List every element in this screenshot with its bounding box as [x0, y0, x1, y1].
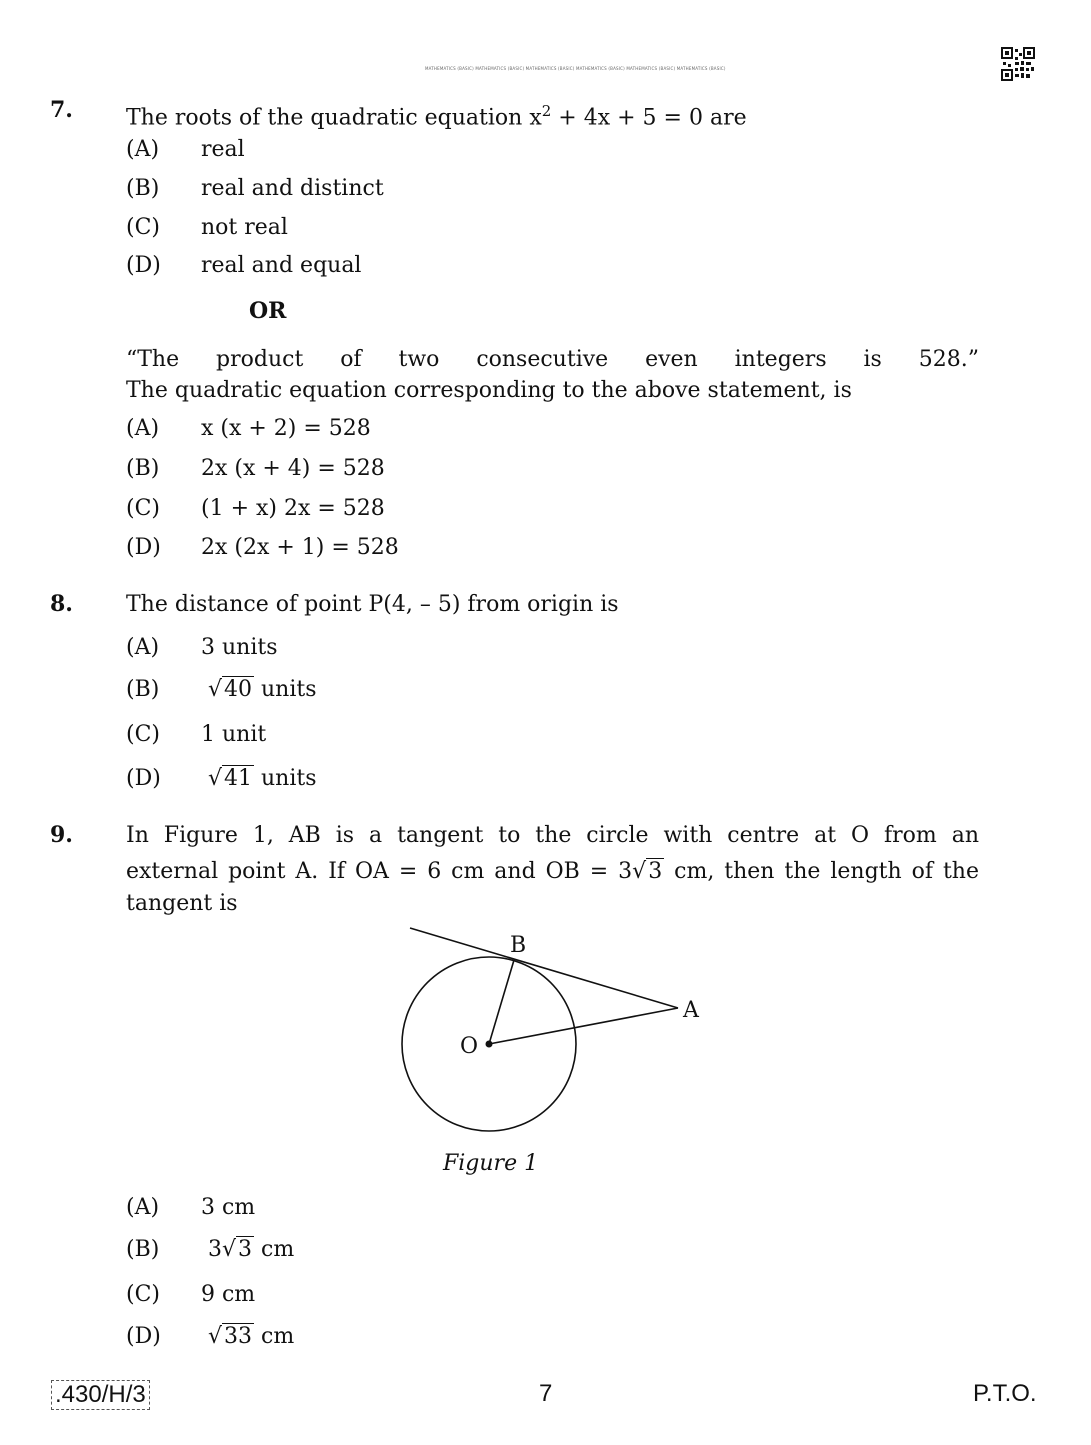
option-text: units [254, 766, 317, 791]
question-8-option-a [126, 635, 278, 660]
question-7-alt-line-1: “The product of two consecutive even integers is 528.” [126, 347, 979, 372]
question-9-option-a [126, 1195, 255, 1220]
centre-point [486, 1041, 493, 1048]
or-separator: OR [249, 298, 287, 324]
square-root: √3 [632, 859, 663, 884]
question-7-option-b [126, 176, 384, 201]
paper-code: .430/H/3 [51, 1380, 150, 1410]
question-8-number: 8. [50, 591, 73, 617]
question-7-alt-option-c [126, 496, 385, 521]
option-label: (D) [126, 535, 161, 560]
option-text: (1 + x) 2x = 528 [201, 496, 385, 521]
option-text: 2x (x + 4) = 528 [201, 456, 385, 481]
option-label: (D) [126, 1324, 161, 1349]
option-text: cm [254, 1324, 295, 1349]
option-text: 9 cm [201, 1282, 256, 1307]
question-7-alt-option-d [126, 535, 399, 560]
radicand: 40 [224, 677, 253, 702]
question-9-option-d [126, 1324, 294, 1349]
option-label: (A) [126, 635, 160, 660]
question-9-text-part: cm, then the length of the [664, 859, 979, 884]
label-b: B [510, 933, 527, 958]
option-text: not real [201, 215, 288, 240]
question-7-text-part: + 4x + 5 = 0 are [551, 105, 747, 131]
figure-caption: Figure 1 [443, 1151, 539, 1176]
option-text: cm [254, 1237, 295, 1262]
option-label: (A) [126, 1195, 160, 1220]
question-9-option-c [126, 1282, 255, 1307]
radicand: 41 [224, 766, 253, 791]
question-7-number: 7. [50, 97, 73, 123]
radicand: 33 [224, 1324, 253, 1349]
question-7-option-c [126, 215, 288, 240]
question-8-text: The distance of point P(4, – 5) from origin is [126, 592, 619, 617]
please-turn-over: P.T.O. [973, 1380, 1037, 1407]
option-label: (D) [126, 253, 161, 278]
square-root: √33 [201, 1324, 253, 1349]
option-text: 3 units [201, 635, 278, 660]
square-root: √41 [201, 766, 253, 791]
question-9-number: 9. [50, 822, 73, 848]
option-label: (D) [126, 766, 161, 791]
question-7-alt-line-2: The quadratic equation corresponding to the above statement, is [126, 378, 852, 403]
coefficient: 3 [208, 1237, 222, 1262]
label-o: O [460, 1034, 479, 1059]
question-8-option-b [126, 677, 317, 702]
exponent: 2 [541, 102, 552, 120]
question-8-option-d [126, 766, 317, 791]
question-9-option-b [126, 1237, 294, 1262]
question-7-text-part: The roots of the quadratic equation x [126, 105, 542, 131]
option-label: (B) [126, 456, 160, 481]
option-label: (A) [126, 416, 160, 441]
option-label: (A) [126, 137, 160, 162]
option-text: real and equal [201, 253, 362, 278]
option-label: (C) [126, 722, 160, 747]
question-7-option-d [126, 253, 361, 278]
radicand: 3 [648, 859, 663, 884]
segment-oa [489, 1008, 678, 1044]
radius-ob [489, 960, 514, 1044]
option-label: (B) [126, 176, 160, 201]
option-text: x (x + 2) = 528 [201, 416, 371, 441]
option-label: (C) [126, 1282, 160, 1307]
radicand: 3 [238, 1237, 253, 1262]
option-label: (C) [126, 496, 160, 521]
question-9-line-2 [126, 856, 979, 888]
question-7-text [126, 95, 979, 134]
page-number: 7 [539, 1380, 553, 1407]
question-7-option-a [126, 137, 245, 162]
option-label: (C) [126, 215, 160, 240]
label-a: A [683, 998, 699, 1023]
option-label: (B) [126, 677, 160, 702]
question-7-alt-option-b [126, 456, 385, 481]
option-text: 2x (2x + 1) = 528 [201, 535, 399, 560]
question-9-text-part: external point A. If OA = 6 cm and OB = 3 [126, 859, 633, 884]
option-text: real [201, 137, 245, 162]
option-text: real and distinct [201, 176, 384, 201]
option-text: 1 unit [201, 722, 267, 747]
option-text: units [254, 677, 317, 702]
tangent-line [410, 928, 678, 1008]
question-7-alt-option-a [126, 416, 371, 441]
question-9-line-1: In Figure 1, AB is a tangent to the circle with centre at O from an [126, 823, 979, 848]
square-root: √3 [222, 1237, 253, 1262]
header-watermark: MATHEMATICS (BASIC) MATHEMATICS (BASIC) MATHEMATICS (BASIC) MATHEMATICS (BASIC) MATHEMATICS (BASIC) MATHEMATICS (BASIC) [425, 66, 726, 71]
question-9-line-3: tangent is [126, 891, 238, 916]
question-8-option-c [126, 722, 266, 747]
square-root: √40 [201, 677, 253, 702]
figure-1-diagram [390, 920, 720, 1140]
qr-code-icon [1001, 47, 1035, 81]
option-label: (B) [126, 1237, 160, 1262]
option-text: 3 cm [201, 1195, 256, 1220]
